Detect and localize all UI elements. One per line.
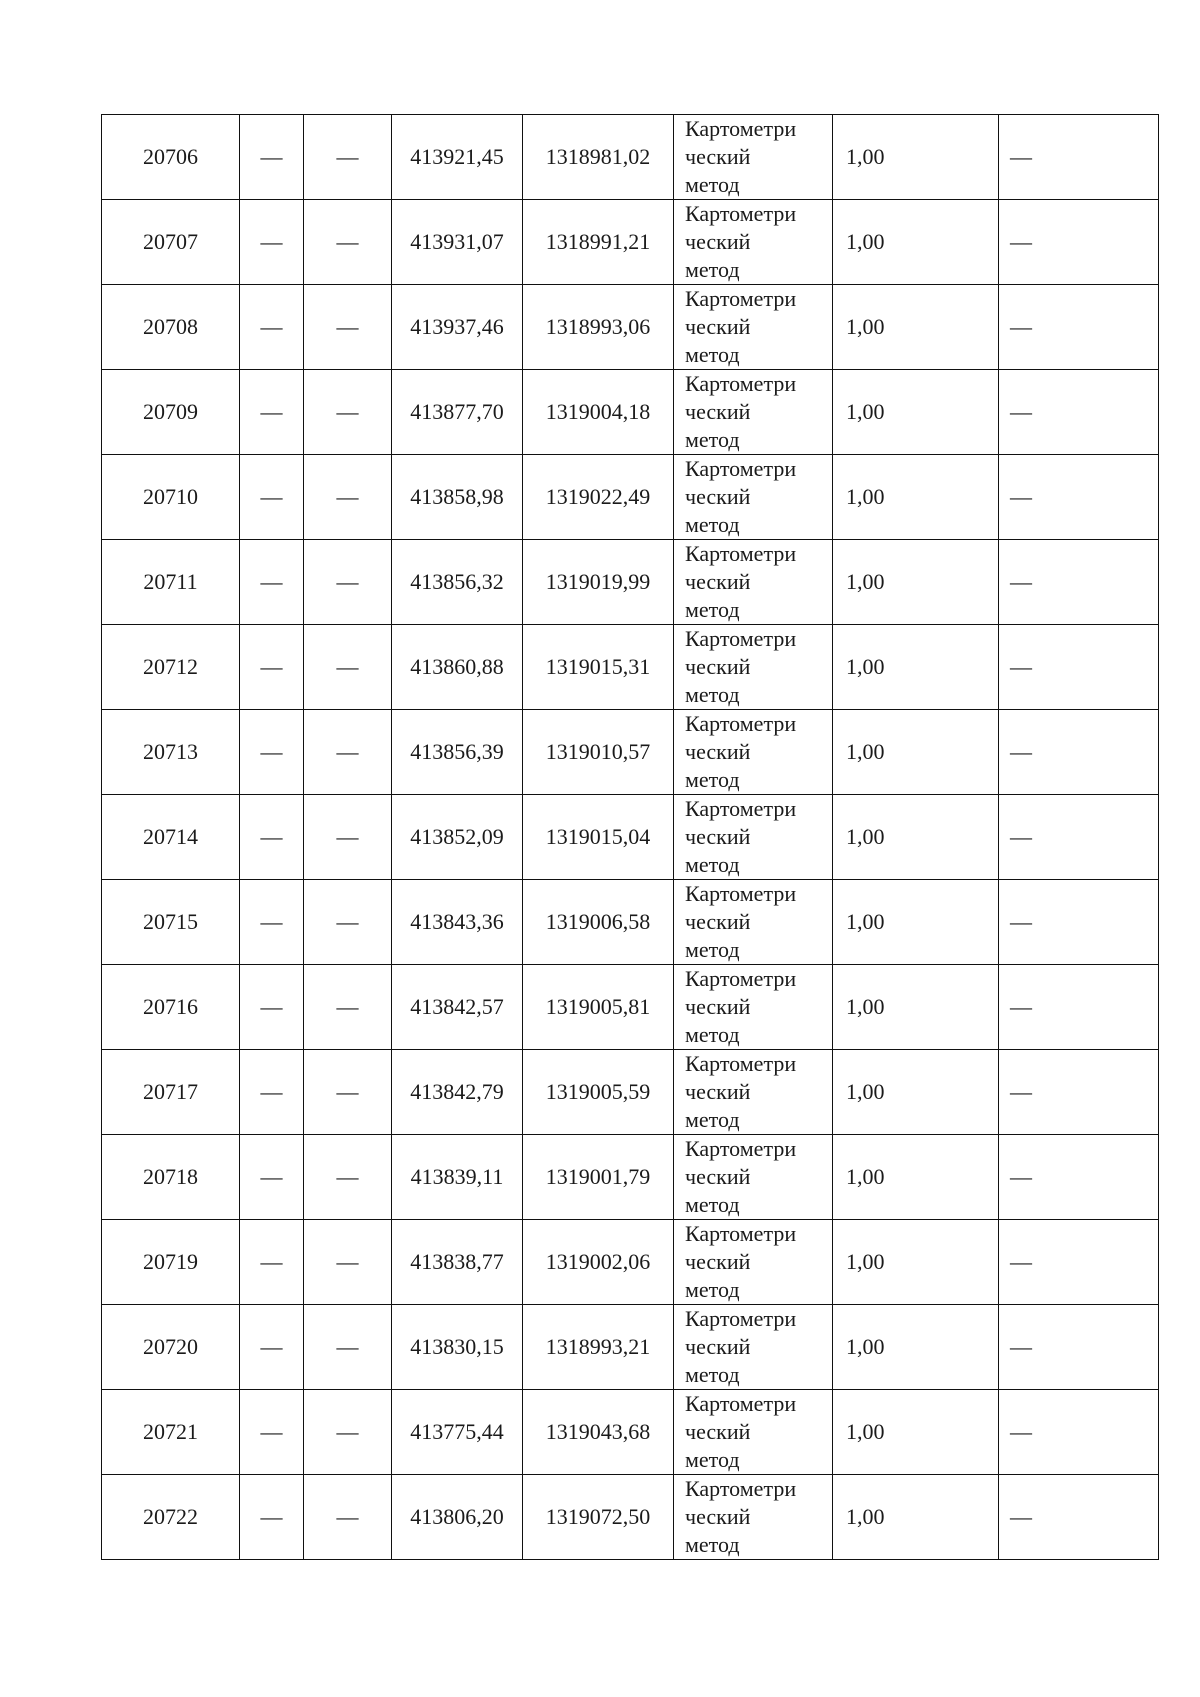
table-row <box>102 540 1159 625</box>
point-number-cell: 20720 <box>102 1305 240 1390</box>
description-cell: — <box>999 1475 1159 1560</box>
coordinate-y-cell: 1319005,81 <box>523 965 674 1050</box>
coordinate-y-cell: 1319004,18 <box>523 370 674 455</box>
accuracy-cell: 1,00 <box>833 710 999 795</box>
empty-value-cell: — <box>304 625 392 710</box>
empty-value-cell: — <box>240 880 304 965</box>
description-cell: — <box>999 540 1159 625</box>
table-row <box>102 1390 1159 1475</box>
coordinate-y-cell: 1319002,06 <box>523 1220 674 1305</box>
empty-value-cell: — <box>304 795 392 880</box>
coordinate-y-cell: 1319022,49 <box>523 455 674 540</box>
empty-value-cell: — <box>240 1135 304 1220</box>
accuracy-cell: 1,00 <box>833 625 999 710</box>
empty-value-cell: — <box>240 370 304 455</box>
table-row <box>102 1050 1159 1135</box>
accuracy-cell: 1,00 <box>833 285 999 370</box>
empty-value-cell: — <box>240 1390 304 1475</box>
coordinate-y-cell: 1319015,31 <box>523 625 674 710</box>
accuracy-cell: 1,00 <box>833 455 999 540</box>
empty-value-cell: — <box>240 540 304 625</box>
empty-value-cell: — <box>304 1135 392 1220</box>
point-number-cell: 20719 <box>102 1220 240 1305</box>
description-cell: — <box>999 965 1159 1050</box>
accuracy-cell: 1,00 <box>833 1050 999 1135</box>
table-row <box>102 795 1159 880</box>
coordinate-x-cell: 413843,36 <box>392 880 523 965</box>
empty-value-cell: — <box>240 1220 304 1305</box>
table-row <box>102 455 1159 540</box>
description-cell: — <box>999 1135 1159 1220</box>
coordinate-y-cell: 1319019,99 <box>523 540 674 625</box>
point-number-cell: 20709 <box>102 370 240 455</box>
description-cell: — <box>999 455 1159 540</box>
coordinate-y-cell: 1318993,06 <box>523 285 674 370</box>
method-cell: Картометри ческий метод <box>674 1135 833 1220</box>
description-cell: — <box>999 880 1159 965</box>
method-cell: Картометри ческий метод <box>674 1305 833 1390</box>
table-row <box>102 1220 1159 1305</box>
empty-value-cell: — <box>304 880 392 965</box>
point-number-cell: 20716 <box>102 965 240 1050</box>
point-number-cell: 20717 <box>102 1050 240 1135</box>
empty-value-cell: — <box>304 115 392 200</box>
method-cell: Картометри ческий метод <box>674 1220 833 1305</box>
coordinate-x-cell: 413856,32 <box>392 540 523 625</box>
coordinate-x-cell: 413921,45 <box>392 115 523 200</box>
method-cell: Картометри ческий метод <box>674 795 833 880</box>
empty-value-cell: — <box>304 1050 392 1135</box>
accuracy-cell: 1,00 <box>833 965 999 1050</box>
description-cell: — <box>999 285 1159 370</box>
method-cell: Картометри ческий метод <box>674 1050 833 1135</box>
coordinate-x-cell: 413877,70 <box>392 370 523 455</box>
accuracy-cell: 1,00 <box>833 795 999 880</box>
accuracy-cell: 1,00 <box>833 880 999 965</box>
coordinate-y-cell: 1319043,68 <box>523 1390 674 1475</box>
table-row <box>102 880 1159 965</box>
empty-value-cell: — <box>304 285 392 370</box>
empty-value-cell: — <box>240 285 304 370</box>
description-cell: — <box>999 1305 1159 1390</box>
empty-value-cell: — <box>240 1305 304 1390</box>
description-cell: — <box>999 115 1159 200</box>
coordinate-y-cell: 1318981,02 <box>523 115 674 200</box>
method-cell: Картометри ческий метод <box>674 285 833 370</box>
empty-value-cell: — <box>240 710 304 795</box>
empty-value-cell: — <box>240 115 304 200</box>
table-row <box>102 370 1159 455</box>
point-number-cell: 20707 <box>102 200 240 285</box>
accuracy-cell: 1,00 <box>833 1305 999 1390</box>
coordinate-x-cell: 413838,77 <box>392 1220 523 1305</box>
empty-value-cell: — <box>240 200 304 285</box>
coordinate-y-cell: 1318993,21 <box>523 1305 674 1390</box>
accuracy-cell: 1,00 <box>833 1390 999 1475</box>
method-cell: Картометри ческий метод <box>674 455 833 540</box>
accuracy-cell: 1,00 <box>833 200 999 285</box>
accuracy-cell: 1,00 <box>833 115 999 200</box>
point-number-cell: 20708 <box>102 285 240 370</box>
description-cell: — <box>999 625 1159 710</box>
point-number-cell: 20710 <box>102 455 240 540</box>
coordinate-x-cell: 413856,39 <box>392 710 523 795</box>
coordinate-x-cell: 413858,98 <box>392 455 523 540</box>
empty-value-cell: — <box>304 1475 392 1560</box>
table-row <box>102 1475 1159 1560</box>
coordinate-x-cell: 413830,15 <box>392 1305 523 1390</box>
coordinate-x-cell: 413806,20 <box>392 1475 523 1560</box>
table-row <box>102 200 1159 285</box>
empty-value-cell: — <box>304 965 392 1050</box>
coordinate-x-cell: 413839,11 <box>392 1135 523 1220</box>
empty-value-cell: — <box>240 965 304 1050</box>
empty-value-cell: — <box>304 1220 392 1305</box>
point-number-cell: 20714 <box>102 795 240 880</box>
method-cell: Картометри ческий метод <box>674 965 833 1050</box>
table-row <box>102 710 1159 795</box>
accuracy-cell: 1,00 <box>833 1475 999 1560</box>
empty-value-cell: — <box>240 455 304 540</box>
coordinates-table <box>101 114 1159 1560</box>
description-cell: — <box>999 370 1159 455</box>
method-cell: Картометри ческий метод <box>674 540 833 625</box>
empty-value-cell: — <box>304 1305 392 1390</box>
coordinate-x-cell: 413937,46 <box>392 285 523 370</box>
point-number-cell: 20706 <box>102 115 240 200</box>
coordinate-x-cell: 413775,44 <box>392 1390 523 1475</box>
coordinate-y-cell: 1319006,58 <box>523 880 674 965</box>
accuracy-cell: 1,00 <box>833 540 999 625</box>
method-cell: Картометри ческий метод <box>674 625 833 710</box>
empty-value-cell: — <box>240 1475 304 1560</box>
method-cell: Картометри ческий метод <box>674 880 833 965</box>
coordinate-y-cell: 1318991,21 <box>523 200 674 285</box>
empty-value-cell: — <box>304 540 392 625</box>
accuracy-cell: 1,00 <box>833 1220 999 1305</box>
point-number-cell: 20718 <box>102 1135 240 1220</box>
description-cell: — <box>999 710 1159 795</box>
table-row <box>102 1305 1159 1390</box>
method-cell: Картометри ческий метод <box>674 200 833 285</box>
coordinate-y-cell: 1319001,79 <box>523 1135 674 1220</box>
description-cell: — <box>999 795 1159 880</box>
table-row <box>102 965 1159 1050</box>
coordinate-x-cell: 413860,88 <box>392 625 523 710</box>
method-cell: Картометри ческий метод <box>674 710 833 795</box>
accuracy-cell: 1,00 <box>833 1135 999 1220</box>
point-number-cell: 20715 <box>102 880 240 965</box>
coordinate-y-cell: 1319015,04 <box>523 795 674 880</box>
point-number-cell: 20712 <box>102 625 240 710</box>
empty-value-cell: — <box>240 625 304 710</box>
coordinate-x-cell: 413842,79 <box>392 1050 523 1135</box>
method-cell: Картометри ческий метод <box>674 1390 833 1475</box>
coordinate-y-cell: 1319072,50 <box>523 1475 674 1560</box>
method-cell: Картометри ческий метод <box>674 1475 833 1560</box>
point-number-cell: 20722 <box>102 1475 240 1560</box>
table-row <box>102 625 1159 710</box>
empty-value-cell: — <box>304 455 392 540</box>
empty-value-cell: — <box>304 200 392 285</box>
coordinate-y-cell: 1319005,59 <box>523 1050 674 1135</box>
table-body <box>102 115 1159 1560</box>
description-cell: — <box>999 1390 1159 1475</box>
description-cell: — <box>999 1220 1159 1305</box>
coordinate-x-cell: 413852,09 <box>392 795 523 880</box>
point-number-cell: 20721 <box>102 1390 240 1475</box>
coordinate-x-cell: 413842,57 <box>392 965 523 1050</box>
empty-value-cell: — <box>304 710 392 795</box>
empty-value-cell: — <box>304 370 392 455</box>
accuracy-cell: 1,00 <box>833 370 999 455</box>
coordinate-x-cell: 413931,07 <box>392 200 523 285</box>
method-cell: Картометри ческий метод <box>674 115 833 200</box>
empty-value-cell: — <box>240 1050 304 1135</box>
point-number-cell: 20713 <box>102 710 240 795</box>
description-cell: — <box>999 200 1159 285</box>
empty-value-cell: — <box>240 795 304 880</box>
method-cell: Картометри ческий метод <box>674 370 833 455</box>
table-row <box>102 1135 1159 1220</box>
table-row <box>102 115 1159 200</box>
coordinate-y-cell: 1319010,57 <box>523 710 674 795</box>
point-number-cell: 20711 <box>102 540 240 625</box>
empty-value-cell: — <box>304 1390 392 1475</box>
description-cell: — <box>999 1050 1159 1135</box>
table-row <box>102 285 1159 370</box>
